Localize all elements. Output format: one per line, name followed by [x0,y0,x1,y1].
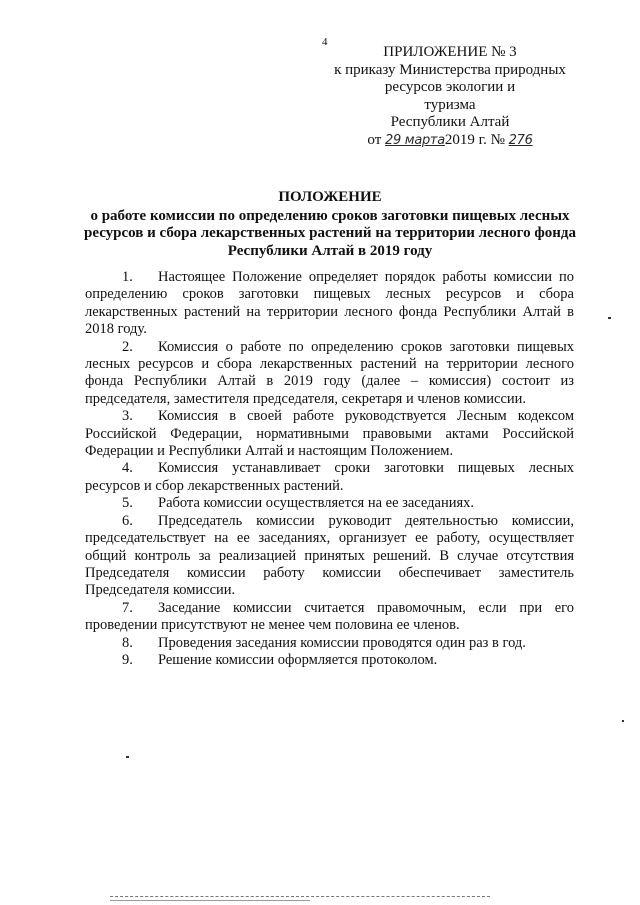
order-date-line [330,132,570,150]
paragraph-text: Решение комиссии оформляется протоколом. [158,651,438,668]
paragraph-text: Комиссия о работе по определению сроков заготовки пищевых лесных ресурсов и сбора лекарственных растений на территории лесного фонда Республики Алтай в 2019 году (далее – комиссия) состоит из председателя, заместителя председателя, секретаря и членов комиссии. [85,338,574,407]
paragraph-7 [85,600,574,635]
paragraph-text: Работа комиссии осуществляется на ее заседаниях. [158,495,475,512]
paragraph-6 [85,513,574,600]
paragraph-number: 7. [122,599,133,616]
ministry-line-2: туризма [424,96,476,113]
regulation-body [85,269,574,669]
paragraph-number: 9. [122,651,133,668]
appendix-header [330,44,570,150]
date-year: 2019 г. № [444,131,509,148]
paragraph-3 [85,408,574,460]
appendix-label: ПРИЛОЖЕНИЕ № 3 [383,44,517,60]
title-heading: ПОЛОЖЕНИЕ [278,189,382,205]
paragraph-text: Председатель комиссии руководит деятельностью комиссии, председательствует на ее заседаниях, организует ее работу, осуществляет общий контроль за реализацией принятых решений. В случае отсутствия Председателя комиссии работу комиссии обеспечивает заместитель Председателя комиссии. [85,512,574,599]
paragraph-number: 1. [122,269,133,285]
paragraph-5 [85,495,574,512]
paragraph-4 [85,460,574,495]
scan-speck [622,720,624,722]
paragraph-8 [85,635,574,652]
paragraph-number: 5. [122,495,133,512]
title-subheading-line-1: о работе комиссии по определению сроков заготовки пищевых лесных [90,207,570,224]
paragraph-2 [85,339,574,409]
page-number: 4 [322,36,328,48]
paragraph-text: Комиссия устанавливает сроки заготовки пищевых лесных ресурсов и сбор лекарственных растений. [85,460,574,494]
paragraph-text: Настоящее Положение определяет порядок работы комиссии по определению сроков заготовки пищевых лесных ресурсов и сбора лекарственных растений на территории лесного фонда Республики Алтай в 2018 году. [85,269,574,338]
scan-edge-line [110,900,310,901]
handwritten-date: 29 марта [385,132,445,148]
paragraph-text: Комиссия в своей работе руководствуется Лесным кодексом Российской Федерации, нормативными правовыми актами Российской Федерации и Республики Алтай и настоящим Положением. [85,408,574,460]
scan-edge-line [110,896,490,897]
title-subheading-line-2: ресурсов и сбора лекарственных растений на территории лесного фонда [84,225,576,241]
republic-name: Республики Алтай [390,114,510,131]
ministry-line: ресурсов экологии и [384,79,516,96]
paragraph-number: 2. [122,338,133,355]
paragraph-text: Заседание комиссии считается правомочным, если при его проведении присутствуют не менее чем половина ее членов. [85,599,574,634]
paragraph-number: 3. [122,408,133,425]
date-prefix: от [367,131,386,148]
document-title [80,189,580,260]
paragraph-1 [85,269,574,339]
paragraph-number: 4. [122,460,133,477]
paragraph-number: 6. [122,512,133,529]
scan-speck [126,756,129,758]
paragraph-number: 8. [122,634,133,651]
order-reference: к приказу Министерства природных [334,61,566,78]
title-subheading-line-3: Республики Алтай в 2019 году [227,242,433,259]
handwritten-number: 276 [508,132,533,148]
paragraph-9 [85,652,574,669]
paragraph-text: Проведения заседания комиссии проводятся один раз в год. [158,634,526,651]
scan-speck [608,317,611,319]
